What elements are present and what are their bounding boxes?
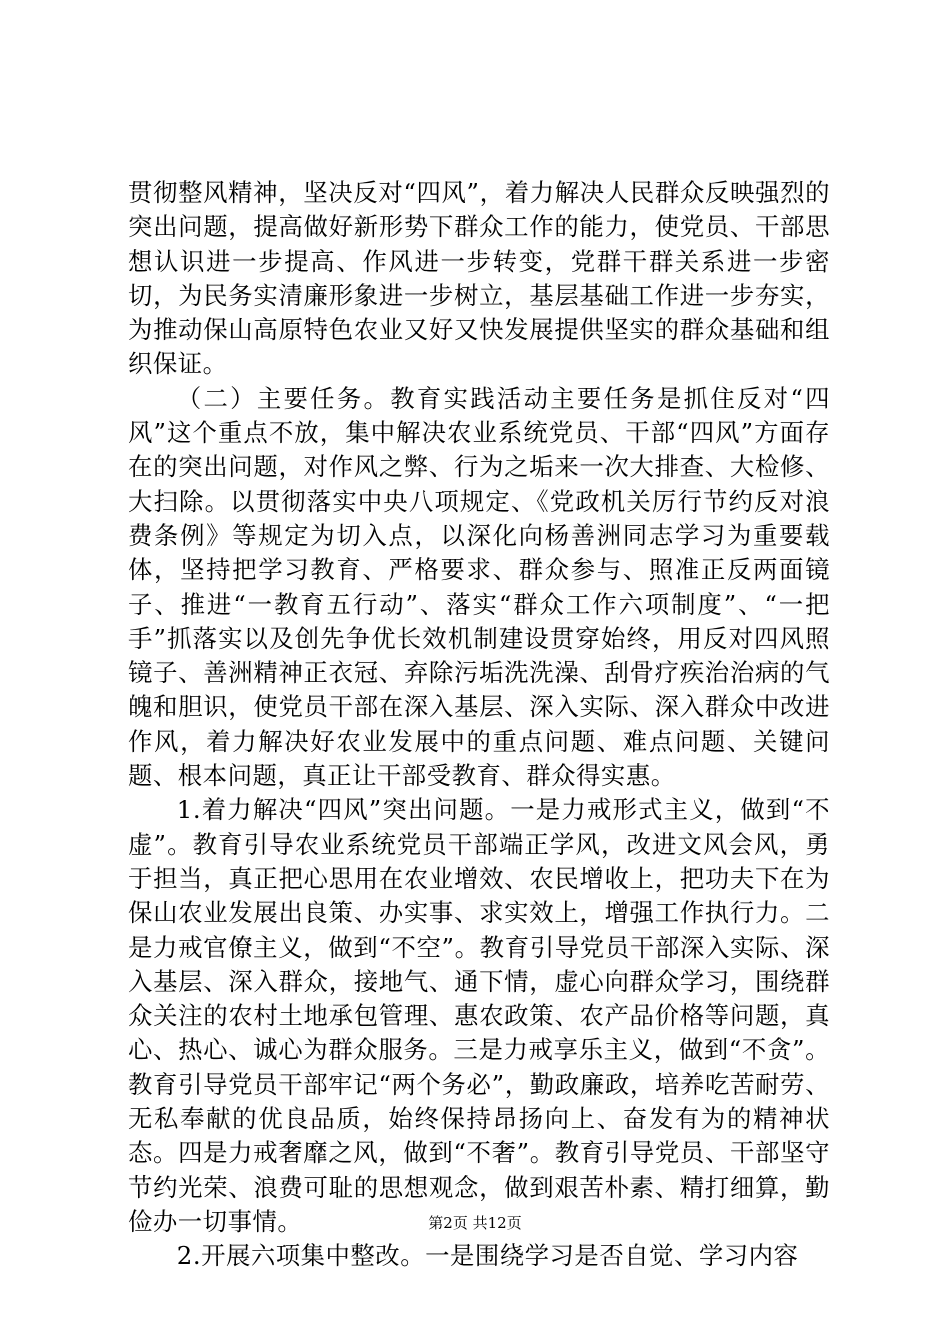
paragraph-4: 2.开展六项集中整改。一是围绕学习是否自觉、学习内容 [176,1241,799,1271]
page-number-footer: 第2页 共12页 [428,1214,522,1232]
paragraph-3: 1.着力解决“四风”突出问题。一是力戒形式主义，做到“不虚”。教育引导农业系统党员干部端正学风，改进文风会风，勇于担当，真正把心思用在农业增效、农民增收上，把功夫下在为保山农业发展出良策、办实事、求实效上，增强工作执行力。二是力戒官僚主义，做到“不空”。教育引导党员干部深入实际、深入基层、深入群众，接地气、通下情，虚心向群众学习，围绕群众关注的农村土地承包管理、惠农政策、农产品价格等问题，真心、热心、诚心为群众服务。三是力戒享乐主义，做到“不贪”。教育引导党员干部牢记“两个务必”，勤政廉政，培养吃苦耐劳、无私奉献的优良品质，始终保持昂扬向上、奋发有为的精神状态。四是力戒奢靡之风，做到“不奢”。教育引导党员、干部坚守节约光荣、浪费可耻的思想观念，做到艰苦朴素、精打细算，勤俭办一切事情。 [128,795,830,1236]
paragraph-1: 贯彻整风精神，坚决反对“四风”，着力解决人民群众反映强烈的突出问题，提高做好新形势下群众工作的能力，使党员、干部思想认识进一步提高、作风进一步转变，党群干群关系进一步密切，为民务实清廉形象进一步树立，基层基础工作进一步夯实，为推动保山高原特色农业又好又快发展提供坚实的群众基础和组织保证。 [128,178,830,379]
paragraph-2: （二）主要任务。教育实践活动主要任务是抓住反对“四风”这个重点不放，集中解决农业系统党员、干部“四风”方面存在的突出问题，对作风之弊、行为之垢来一次大排查、大检修、大扫除。以贯彻落实中央八项规定、《党政机关厉行节约反对浪费条例》等规定为切入点，以深化向杨善洲同志学习为重要载体，坚持把学习教育、严格要求、群众参与、照准正反两面镜子、推进“一教育五行动”、落实“群众工作六项制度”、“一把手”抓落实以及创先争优长效机制建设贯穿始终，用反对四风照镜子、善洲精神正衣冠、弃除污垢洗洗澡、刮骨疗疾治治病的气魄和胆识，使党员干部在深入基层、深入实际、深入群众中改进作风，着力解决好农业发展中的重点问题、难点问题、关键问题、根本问题，真正让干部受教育、群众得实惠。 [128,383,830,791]
document-body [128,176,830,1274]
